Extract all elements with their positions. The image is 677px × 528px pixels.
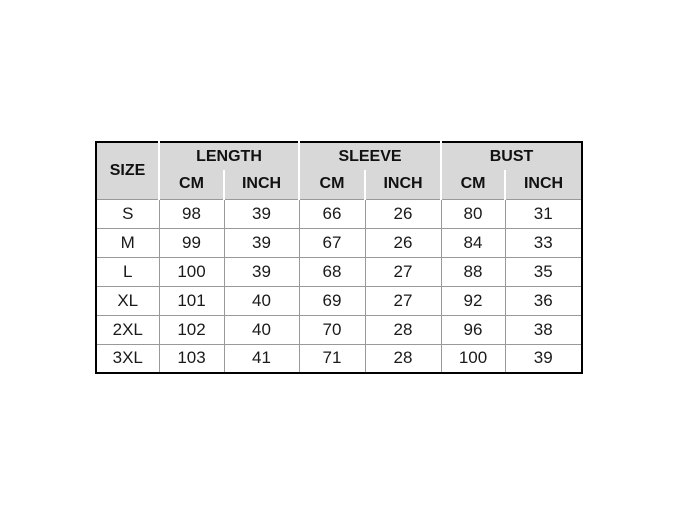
header-sleeve-inch: INCH bbox=[365, 170, 441, 199]
cell-size: XL bbox=[96, 286, 159, 315]
table-row-2xl bbox=[96, 315, 582, 344]
cell-bust-cm: 80 bbox=[441, 199, 505, 228]
cell-length-cm: 99 bbox=[159, 228, 224, 257]
cell-sleeve-cm: 66 bbox=[299, 199, 365, 228]
cell-length-inch: 39 bbox=[224, 228, 299, 257]
size-chart-table bbox=[95, 141, 583, 374]
cell-sleeve-inch: 26 bbox=[365, 228, 441, 257]
cell-bust-cm: 84 bbox=[441, 228, 505, 257]
cell-length-inch: 39 bbox=[224, 199, 299, 228]
cell-size: S bbox=[96, 199, 159, 228]
cell-sleeve-cm: 68 bbox=[299, 257, 365, 286]
cell-length-cm: 103 bbox=[159, 344, 224, 373]
cell-bust-cm: 96 bbox=[441, 315, 505, 344]
cell-length-cm: 101 bbox=[159, 286, 224, 315]
table-row-3xl bbox=[96, 344, 582, 373]
header-bust-cm: CM bbox=[441, 170, 505, 199]
cell-sleeve-inch: 26 bbox=[365, 199, 441, 228]
header-size: SIZE bbox=[96, 142, 159, 199]
cell-bust-inch: 33 bbox=[505, 228, 582, 257]
cell-length-inch: 40 bbox=[224, 286, 299, 315]
cell-bust-inch: 35 bbox=[505, 257, 582, 286]
size-chart-wrapper bbox=[95, 141, 583, 374]
header-length-cm: CM bbox=[159, 170, 224, 199]
cell-length-cm: 100 bbox=[159, 257, 224, 286]
table-row-l bbox=[96, 257, 582, 286]
header-group-sleeve: SLEEVE bbox=[299, 142, 441, 170]
cell-sleeve-inch: 28 bbox=[365, 344, 441, 373]
cell-sleeve-cm: 70 bbox=[299, 315, 365, 344]
cell-bust-cm: 100 bbox=[441, 344, 505, 373]
header-group-length: LENGTH bbox=[159, 142, 299, 170]
cell-length-inch: 40 bbox=[224, 315, 299, 344]
header-sub-row bbox=[96, 170, 582, 199]
header-bust-inch: INCH bbox=[505, 170, 582, 199]
cell-length-cm: 98 bbox=[159, 199, 224, 228]
cell-bust-cm: 92 bbox=[441, 286, 505, 315]
cell-bust-inch: 36 bbox=[505, 286, 582, 315]
cell-sleeve-inch: 27 bbox=[365, 286, 441, 315]
cell-sleeve-inch: 27 bbox=[365, 257, 441, 286]
cell-sleeve-inch: 28 bbox=[365, 315, 441, 344]
table-header bbox=[96, 142, 582, 199]
cell-size: 3XL bbox=[96, 344, 159, 373]
header-group-bust: BUST bbox=[441, 142, 582, 170]
cell-bust-inch: 39 bbox=[505, 344, 582, 373]
table-row-s bbox=[96, 199, 582, 228]
cell-sleeve-cm: 67 bbox=[299, 228, 365, 257]
cell-bust-inch: 38 bbox=[505, 315, 582, 344]
cell-size: M bbox=[96, 228, 159, 257]
table-body bbox=[96, 199, 582, 373]
cell-size: 2XL bbox=[96, 315, 159, 344]
cell-length-inch: 39 bbox=[224, 257, 299, 286]
cell-sleeve-cm: 71 bbox=[299, 344, 365, 373]
table-row-m bbox=[96, 228, 582, 257]
table-row-xl bbox=[96, 286, 582, 315]
cell-sleeve-cm: 69 bbox=[299, 286, 365, 315]
header-sleeve-cm: CM bbox=[299, 170, 365, 199]
cell-length-inch: 41 bbox=[224, 344, 299, 373]
cell-bust-cm: 88 bbox=[441, 257, 505, 286]
header-length-inch: INCH bbox=[224, 170, 299, 199]
cell-length-cm: 102 bbox=[159, 315, 224, 344]
cell-bust-inch: 31 bbox=[505, 199, 582, 228]
header-group-row bbox=[96, 142, 582, 170]
cell-size: L bbox=[96, 257, 159, 286]
